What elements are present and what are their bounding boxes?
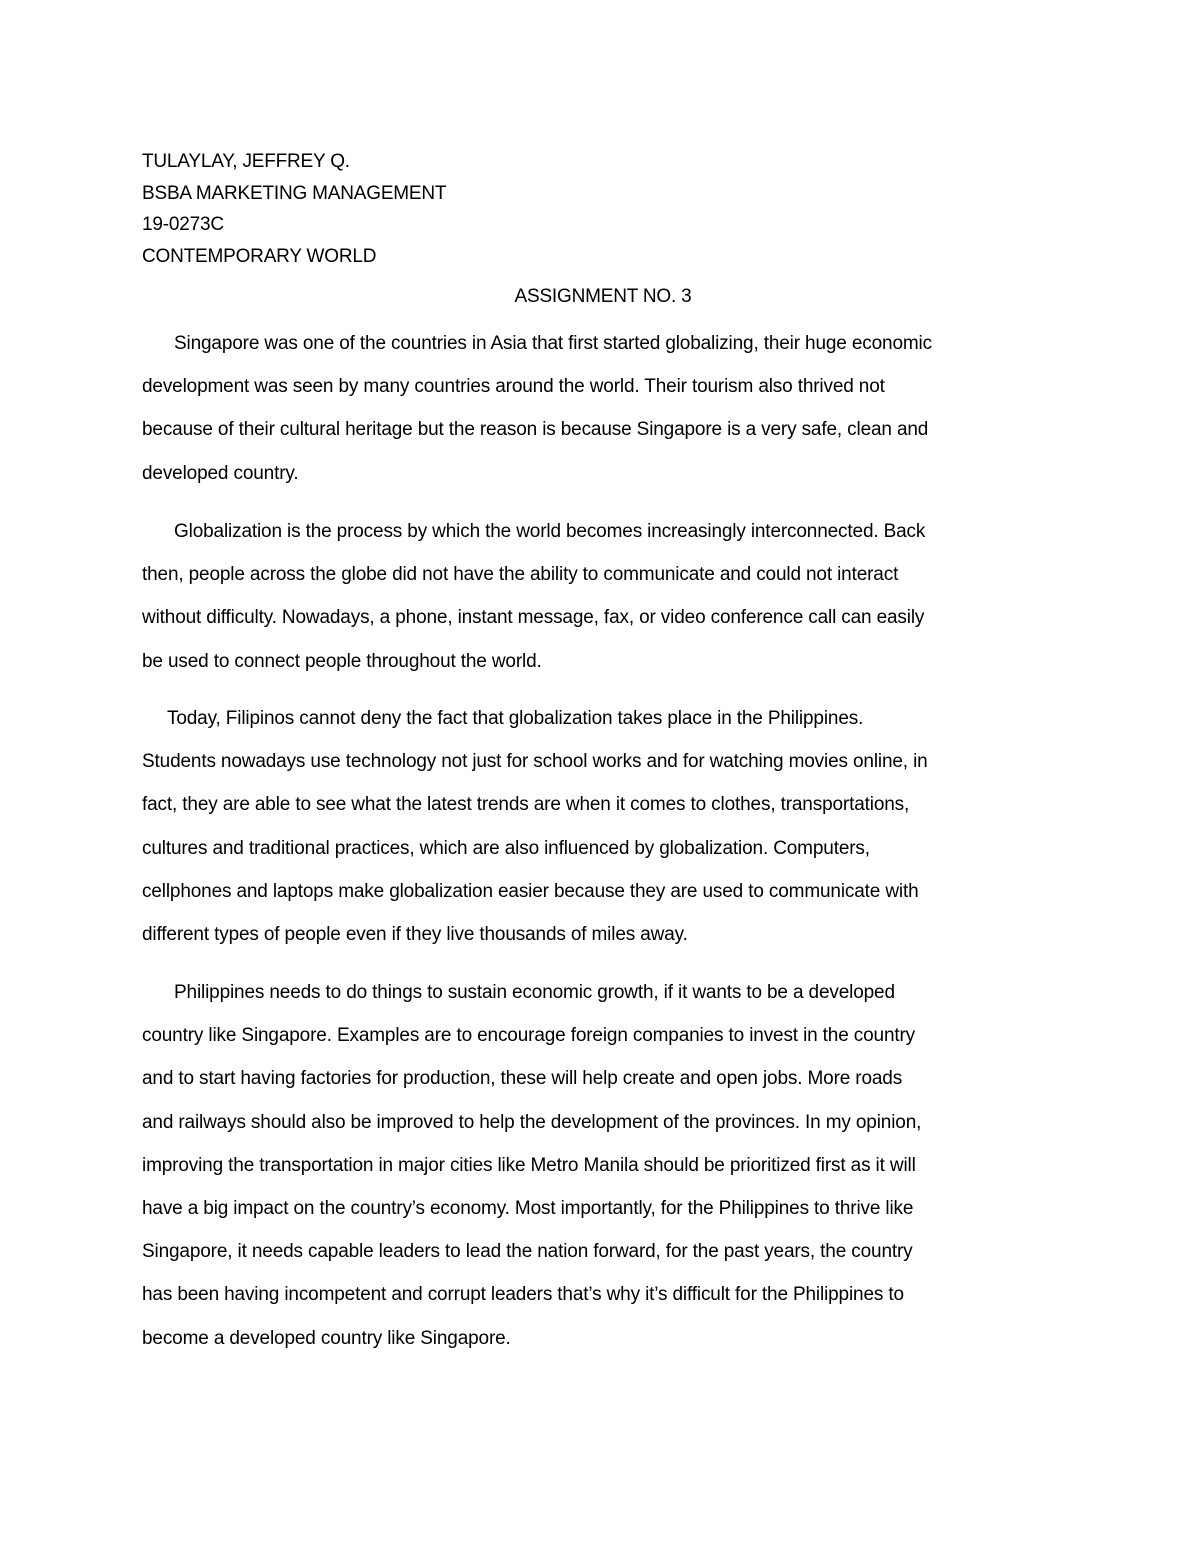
student-info-header bbox=[142, 146, 742, 272]
paragraph-line: then, people across the globe did not have the ability to communicate and could not interact bbox=[142, 564, 899, 586]
paragraph-line: Globalization is the process by which the world becomes increasingly interconnected. Back bbox=[174, 521, 926, 542]
paragraph-line: become a developed country like Singapore. bbox=[142, 1327, 511, 1349]
paragraph-line: Singapore was one of the countries in Asia that first started globalizing, their huge economic bbox=[174, 333, 932, 354]
student-name: TULAYLAY, JEFFREY Q. bbox=[142, 151, 350, 172]
paragraph-globalization bbox=[142, 510, 1072, 683]
paragraph-line: be used to connect people throughout the world. bbox=[142, 650, 542, 672]
course-name: CONTEMPORARY WORLD bbox=[142, 245, 377, 267]
paragraph-line: Singapore, it needs capable leaders to lead the nation forward, for the past years, the country bbox=[142, 1241, 913, 1263]
paragraph-line: Today, Filipinos cannot deny the fact that globalization takes place in the Philippines. bbox=[167, 708, 864, 729]
student-program: BSBA MARKETING MANAGEMENT bbox=[142, 182, 447, 204]
paragraph-line: cultures and traditional practices, which are also influenced by globalization. Computers, bbox=[142, 837, 870, 859]
assignment-title: ASSIGNMENT NO. 3 bbox=[514, 286, 692, 307]
paragraph-line: fact, they are able to see what the latest trends are when it comes to clothes, transportations, bbox=[142, 794, 910, 816]
paragraph-line: and railways should also be improved to help the development of the provinces. In my opinion, bbox=[142, 1111, 922, 1133]
paragraph-line: different types of people even if they live thousands of miles away. bbox=[142, 924, 688, 946]
paragraph-line: have a big impact on the country’s economy. Most importantly, for the Philippines to thrive like bbox=[142, 1198, 914, 1220]
paragraph-line: developed country. bbox=[142, 462, 299, 484]
paragraph-line: without difficulty. Nowadays, a phone, instant message, fax, or video conference call can easily bbox=[142, 607, 925, 629]
paragraph-singapore bbox=[142, 322, 1072, 495]
paragraph-line: Students nowadays use technology not just for school works and for watching movies online, in bbox=[142, 751, 928, 773]
paragraph-line: development was seen by many countries around the world. Their tourism also thrived not bbox=[142, 376, 885, 398]
paragraph-filipinos bbox=[142, 697, 1072, 956]
paragraph-line: has been having incompetent and corrupt leaders that’s why it’s difficult for the Philippines to bbox=[142, 1284, 904, 1306]
paragraph-line: country like Singapore. Examples are to encourage foreign companies to invest in the country bbox=[142, 1025, 916, 1047]
paragraph-line: Philippines needs to do things to sustain economic growth, if it wants to be a developed bbox=[174, 982, 895, 1003]
student-id: 19-0273C bbox=[142, 214, 224, 235]
paragraph-line: improving the transportation in major cities like Metro Manila should be prioritized first as it will bbox=[142, 1154, 916, 1176]
paragraph-line: because of their cultural heritage but the reason is because Singapore is a very safe, clean and bbox=[142, 419, 929, 441]
paragraph-philippines-growth bbox=[142, 971, 1072, 1360]
paragraph-line: and to start having factories for production, these will help create and open jobs. More roads bbox=[142, 1068, 903, 1090]
paragraph-line: cellphones and laptops make globalization easier because they are used to communicate with bbox=[142, 880, 919, 902]
